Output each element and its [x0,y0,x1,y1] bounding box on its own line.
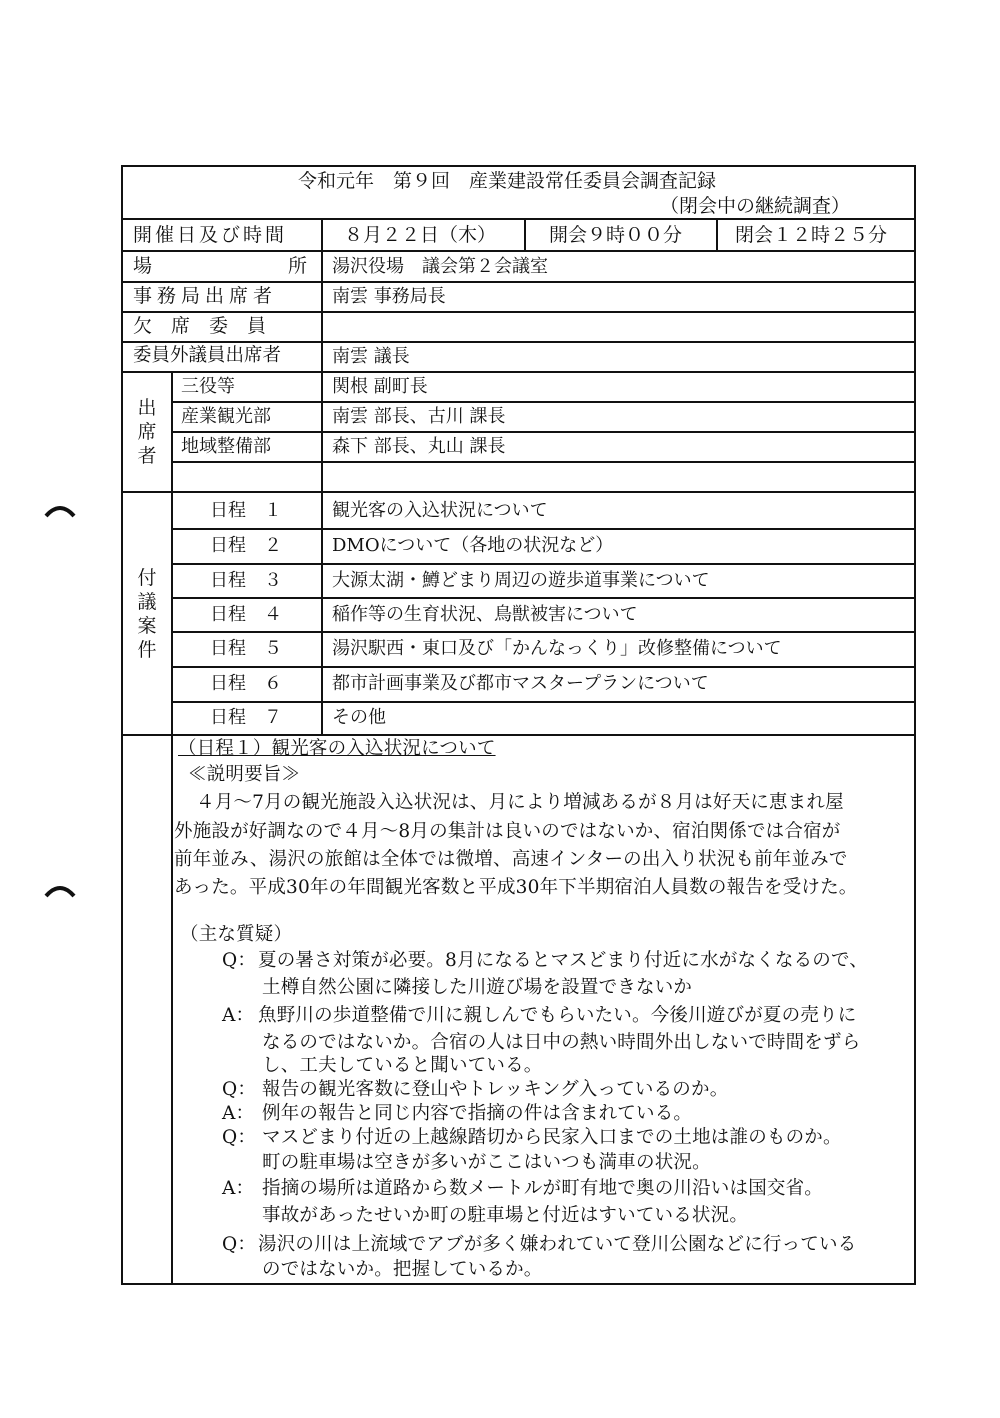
place-value: 湯沢役場 議会第２会議室 [332,256,548,277]
qa-line: 報告の観光客数に登山やトレッキング入っているのか。 [262,1079,729,1100]
agenda-topic: 大源太湖・鱒どまり周辺の遊歩道事業について [332,570,710,591]
row-divider [121,281,916,283]
row-divider [121,311,916,313]
row-divider [121,341,916,343]
place-label: 場 [133,255,153,277]
column-divider [524,218,526,251]
column-divider [321,218,323,736]
attendee-names: 関根 副町長 [332,376,428,397]
table-border [121,1283,916,1285]
row-divider [121,734,916,736]
qa-prefix: Q： [222,1079,257,1100]
open-time: 開会９時００分 [549,224,683,246]
attendee-dept: 産業観光部 [181,406,271,427]
nonmember-label: 委員外議員出席者 [133,345,282,366]
agenda-topic: 湯沢駅西・東口及び「かんなっくり」改修整備について [332,638,782,659]
table-border [121,165,916,167]
nonmember-value: 南雲 議長 [332,346,410,367]
qa-line: 土樽自然公園に隣接した川遊び場を設置できないか [262,977,693,998]
row-divider [172,431,916,433]
qa-line: 町の駐車場は空きが多いがここはいつも満車の状況。 [262,1152,711,1173]
row-divider [121,250,916,252]
date-value: ８月２２日（木） [344,224,497,246]
summary-line: ４月～7月の観光施設入込状況は、月により増減あるが８月は好天に恵まれ屋 [196,792,844,813]
table-border [121,165,123,1285]
qa-prefix: Q： [222,1127,257,1148]
agenda-no: 日程 ５ [210,638,282,659]
attendee-dept: 地域整備部 [181,436,271,457]
qa-line: 湯沢の川は上流域でアブが多く嫌われていて登川公園などに行っている [258,1234,857,1255]
summary-line: あった。平成30年の年間観光客数と平成30年下半期宿泊人員数の報告を受けた。 [174,877,858,898]
qa-heading: （主な質疑） [180,924,293,945]
attendees-group-label: 出 席 者 [137,397,157,467]
binding-mark-icon [44,880,76,900]
close-time: 閉会１２時２５分 [735,224,888,246]
agenda-no: 日程 ２ [210,535,282,556]
qa-prefix: A： [222,1178,255,1199]
table-border [914,165,916,1285]
row-divider [172,461,916,463]
agenda-no: 日程 ６ [210,673,282,694]
row-divider [172,666,916,668]
absent-label: 欠 席 委 員 [133,315,267,337]
qa-line: 例年の報告と同じ内容で指摘の件は含まれている。 [262,1103,693,1124]
summary-line: 外施設が好調なので４月～8月の集計は良いのではないか、宿泊関係では合宿が [174,821,841,842]
qa-prefix: A： [222,1103,255,1124]
qa-line: 指摘の場所は道路から数メートルが町有地で奥の川沿いは国交省。 [262,1178,824,1199]
qa-prefix: A： [222,1005,255,1026]
qa-line: マスどまり付近の上越線踏切から民家入口までの土地は誰のものか。 [262,1127,842,1148]
row-divider [172,701,916,703]
agenda-topic: 稲作等の生育状況、鳥獣被害について [332,604,638,625]
column-divider [171,371,173,1285]
row-divider [172,528,916,530]
row-divider [121,371,916,373]
column-divider [716,218,718,251]
date-label: 開催日及び時間 [133,224,288,246]
place-label: 所 [288,255,308,277]
agenda-no: 日程 １ [210,500,282,521]
agenda-no: 日程 ４ [210,604,282,625]
attendee-names: 南雲 部長、古川 課長 [332,406,506,427]
qa-line: 事故があったせいか町の駐車場と付近はすいている状況。 [262,1205,749,1226]
qa-line: のではないか。把握しているか。 [262,1259,543,1280]
qa-prefix: Q： [222,950,257,971]
qa-line: 夏の暑さ対策が必要。8月になるとマスどまり付近に水がなくなるので、 [258,950,869,971]
secretariat-value: 南雲 事務局長 [332,286,446,307]
summary-line: 前年並み、湯沢の旅館は全体では微増、高速インターの出入り状況も前年並みで [174,849,848,870]
document-title: 令和元年 第９回 産業建設常任委員会調査記録 [298,170,717,192]
row-divider [121,218,916,220]
qa-line: 魚野川の歩道整備で川に親しんでもらいたい。今後川遊びが夏の売りに [258,1005,857,1026]
document-subtitle: （閉会中の継続調査） [660,195,851,217]
agenda-no: 日程 ７ [210,707,282,728]
summary-heading: ≪説明要旨≫ [188,764,301,785]
row-divider [172,631,916,633]
agenda-no: 日程 ３ [210,570,282,591]
row-divider [172,563,916,565]
binding-mark-icon [44,500,76,520]
qa-line: し、工夫していると聞いている。 [262,1055,543,1076]
section-title: （日程１）観光客の入込状況について [178,738,496,759]
qa-line: なるのではないか。合宿の人は日中の熱い時間外出しないで時間をずら [262,1032,861,1053]
qa-prefix: Q： [222,1234,257,1255]
agenda-group-label: 付 議 案 件 [137,567,157,661]
attendee-dept: 三役等 [181,376,235,397]
agenda-topic: DMOについて（各地の状況など） [332,535,614,556]
row-divider [172,597,916,599]
attendee-names: 森下 部長、丸山 課長 [332,436,506,457]
agenda-topic: 観光客の入込状況について [332,500,548,521]
secretariat-label: 事務局出席者 [133,285,278,307]
row-divider [172,401,916,403]
agenda-topic: 都市計画事業及び都市マスタープランについて [332,673,709,694]
row-divider [121,491,916,493]
agenda-topic: その他 [332,707,386,728]
